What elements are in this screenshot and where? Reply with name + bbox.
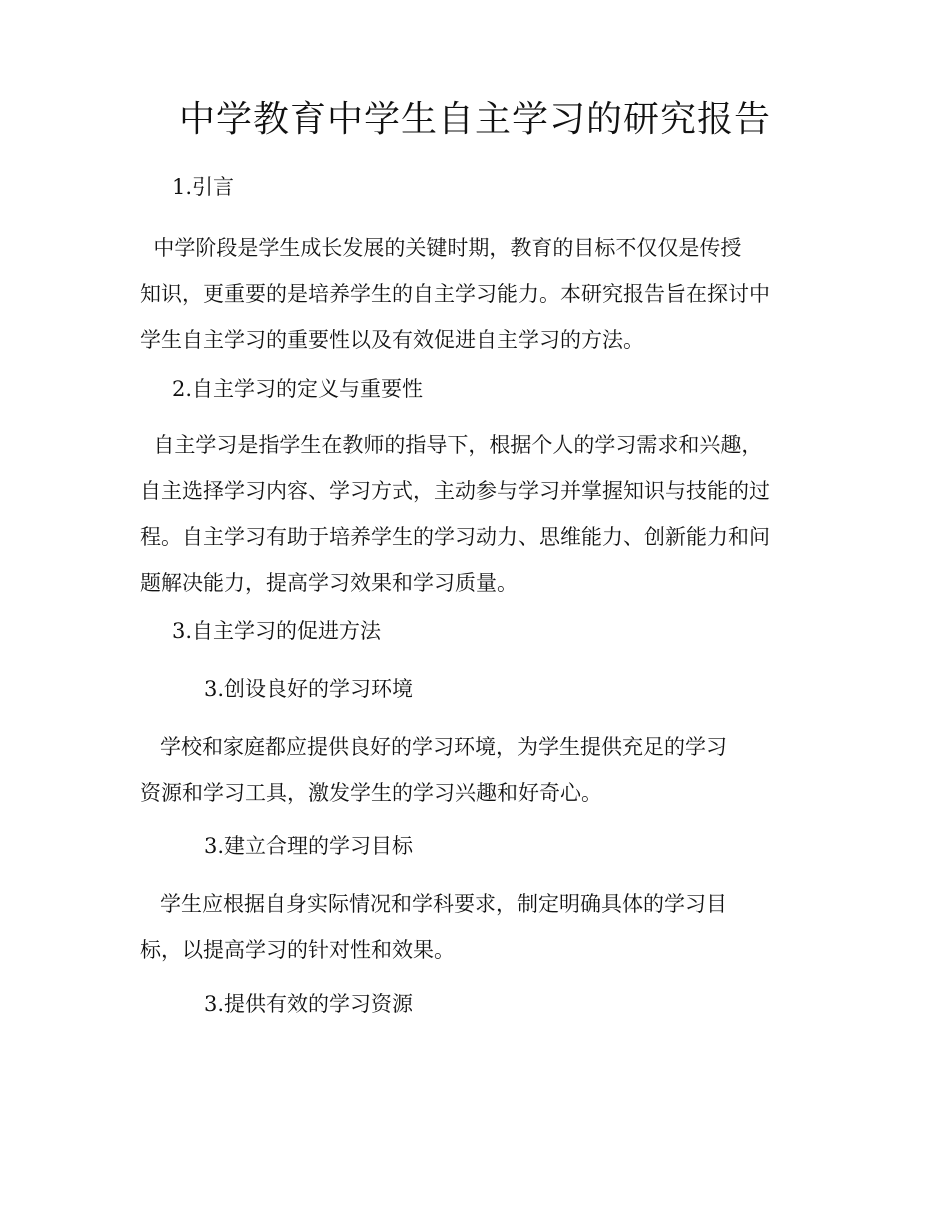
- paragraph-line: 知识，更重要的是培养学生的自主学习能力。本研究报告旨在探讨中: [140, 282, 770, 306]
- page-title: 中学教育中学生自主学习的研究报告: [178, 99, 771, 140]
- paragraph-line: 资源和学习工具，激发学生的学习兴趣和好奇心。: [140, 781, 602, 805]
- paragraph-environment: [140, 724, 830, 816]
- paragraph-line: 学生自主学习的重要性以及有效促进自主学习的方法。: [140, 328, 644, 352]
- paragraph-line: 自主学习是指学生在教师的指导下，根据个人的学习需求和兴趣，: [140, 433, 763, 457]
- subsection-heading-environment: 3.创设良好的学习环境: [204, 677, 414, 701]
- paragraph-line: 自主选择学习内容、学习方式，主动参与学习并掌握知识与技能的过: [140, 479, 770, 503]
- paragraph-line: 学校和家庭都应提供良好的学习环境，为学生提供充足的学习: [140, 735, 728, 759]
- paragraph-line: 程。自主学习有助于培养学生的学习动力、思维能力、创新能力和问: [140, 525, 770, 549]
- section-heading-methods: 3.自主学习的促进方法: [172, 619, 382, 643]
- paragraph-line: 标，以提高学习的针对性和效果。: [140, 938, 455, 962]
- paragraph-line: 题解决能力，提高学习效果和学习质量。: [140, 571, 518, 595]
- paragraph-line: 学生应根据自身实际情况和学科要求，制定明确具体的学习目: [140, 892, 728, 916]
- subsection-heading-resources: 3.提供有效的学习资源: [204, 992, 414, 1016]
- paragraph-introduction: [140, 225, 830, 363]
- paragraph-line: 中学阶段是学生成长发展的关键时期，教育的目标不仅仅是传授: [140, 236, 742, 260]
- section-heading-definition: 2.自主学习的定义与重要性: [172, 377, 424, 401]
- paragraph-definition: [140, 422, 830, 606]
- section-heading-introduction: 1.引言: [172, 175, 235, 199]
- paragraph-goals: [140, 881, 830, 973]
- subsection-heading-goals: 3.建立合理的学习目标: [204, 834, 414, 858]
